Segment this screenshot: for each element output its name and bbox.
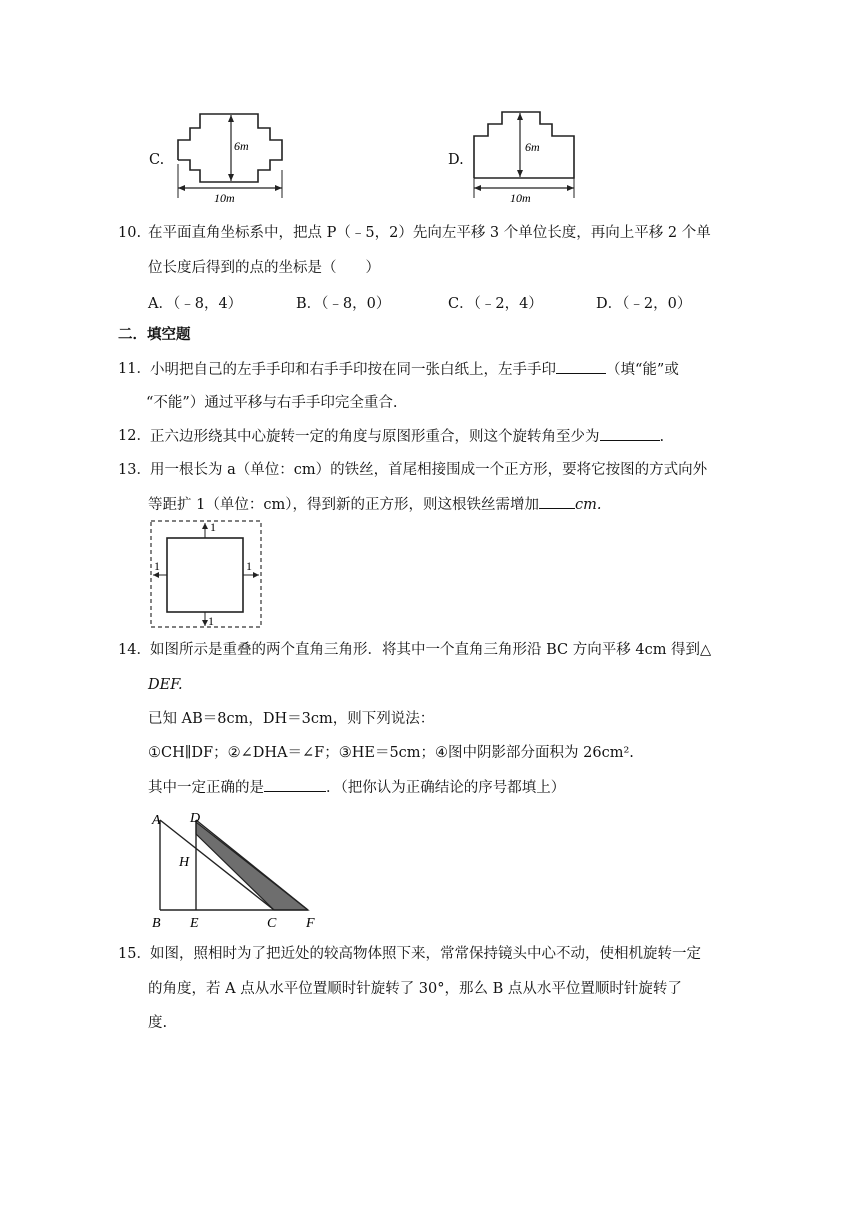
q11-line1-text: 小明把自己的左手手印和右手手印按在同一张白纸上，左手手印 <box>150 362 556 378</box>
q13-line2 <box>148 494 601 515</box>
q11-number: 11． <box>118 361 151 377</box>
q10-option-d: D．（﹣2，0） <box>596 296 692 312</box>
q13-line2-unit: cm. <box>574 497 602 513</box>
q14-answer-blank[interactable] <box>264 777 326 792</box>
label-top: 1 <box>210 520 216 534</box>
point-e: E <box>190 916 199 931</box>
q14-line4: ①CH∥DF；②∠DHA＝∠F；③HE＝5cm；④图中阴影部分面积为 26cm². <box>148 745 634 761</box>
q14-line2: DEF. <box>148 677 183 693</box>
point-b: B <box>152 916 161 931</box>
figure-c-outline <box>178 114 282 182</box>
q12-text: 正六边形绕其中心旋转一定的角度与原图形重合，则这个旋转角至少为 <box>150 429 600 445</box>
q15-line1: 如图，照相时为了把近处的较高物体照下来，常常保持镜头中心不动，使相机旋转一定 <box>150 946 701 962</box>
option-d-label: D. <box>448 152 464 168</box>
q14-line5-tail: ．（把你认为正确结论的序号都填上） <box>326 780 566 796</box>
point-f: F <box>306 916 315 931</box>
q10-number: 10. <box>118 225 142 241</box>
point-a: A <box>152 813 161 828</box>
q12-line <box>150 426 664 447</box>
figure-d-width: 10m <box>510 191 531 205</box>
q13-number: 13． <box>118 462 151 478</box>
point-c: C <box>267 916 277 931</box>
figure-d-outline <box>474 112 574 178</box>
point-h: H <box>179 855 190 870</box>
q14-line1: 如图所示是重叠的两个直角三角形．将其中一个直角三角形沿 BC 方向平移 4cm 得到△ <box>150 642 712 658</box>
q15-number: 15． <box>118 946 151 962</box>
figure-d <box>468 106 584 206</box>
q11-line2: “不能”）通过平移与右手手印完全重合. <box>146 395 398 411</box>
label-bottom: 1 <box>208 614 214 628</box>
q14-number: 14． <box>118 642 151 658</box>
q13-line1: 用一根长为 a（单位：cm）的铁丝，首尾相接围成一个正方形，要将它按图的方式向外 <box>150 462 708 478</box>
point-d: D <box>190 811 201 826</box>
q13-figure <box>148 518 264 630</box>
figure-d-height: 6m <box>525 140 540 154</box>
q11-line1-tail: （填“能”或 <box>606 362 679 378</box>
q14-line3: 已知 AB＝8cm，DH＝3cm，则下列说法： <box>148 711 435 727</box>
q11-answer-blank[interactable] <box>556 359 606 374</box>
section-title: 二．填空题 <box>118 326 191 343</box>
option-c-label: C. <box>149 152 165 168</box>
figure-c-width: 10m <box>214 191 235 205</box>
q10-option-a: A．（﹣8，4） <box>148 296 243 312</box>
q14-line5-text: 其中一定正确的是 <box>148 780 264 796</box>
q10-line1: 在平面直角坐标系中，把点 P（﹣5，2）先向左平移 3 个单位长度，再向上平移 2 个单 <box>148 225 711 241</box>
q14-figure <box>148 806 328 934</box>
inner-square <box>167 538 243 612</box>
q12-answer-blank[interactable] <box>600 426 660 441</box>
q12-number: 12． <box>118 428 151 444</box>
q13-answer-blank[interactable] <box>539 494 575 509</box>
q11-line1 <box>150 359 679 380</box>
label-left: 1 <box>154 559 160 573</box>
q15-line2: 的角度，若 A 点从水平位置顺时针旋转了 30°，那么 B 点从水平位置顺时针旋转了 <box>148 981 682 997</box>
q13-line2-text: 等距扩 1（单位：cm），得到新的正方形，则这根铁丝需增加 <box>148 497 539 513</box>
q15-line3: 度. <box>148 1015 168 1031</box>
q10-line2: 位长度后得到的点的坐标是（ ） <box>148 260 380 276</box>
q14-line5 <box>148 777 565 798</box>
figure-c <box>170 106 290 206</box>
q12-end: . <box>659 429 665 445</box>
q10-option-c: C．（﹣2，4） <box>448 296 543 312</box>
label-right: 1 <box>246 559 252 573</box>
figure-c-height: 6m <box>234 139 249 153</box>
q10-option-b: B．（﹣8，0） <box>296 296 391 312</box>
